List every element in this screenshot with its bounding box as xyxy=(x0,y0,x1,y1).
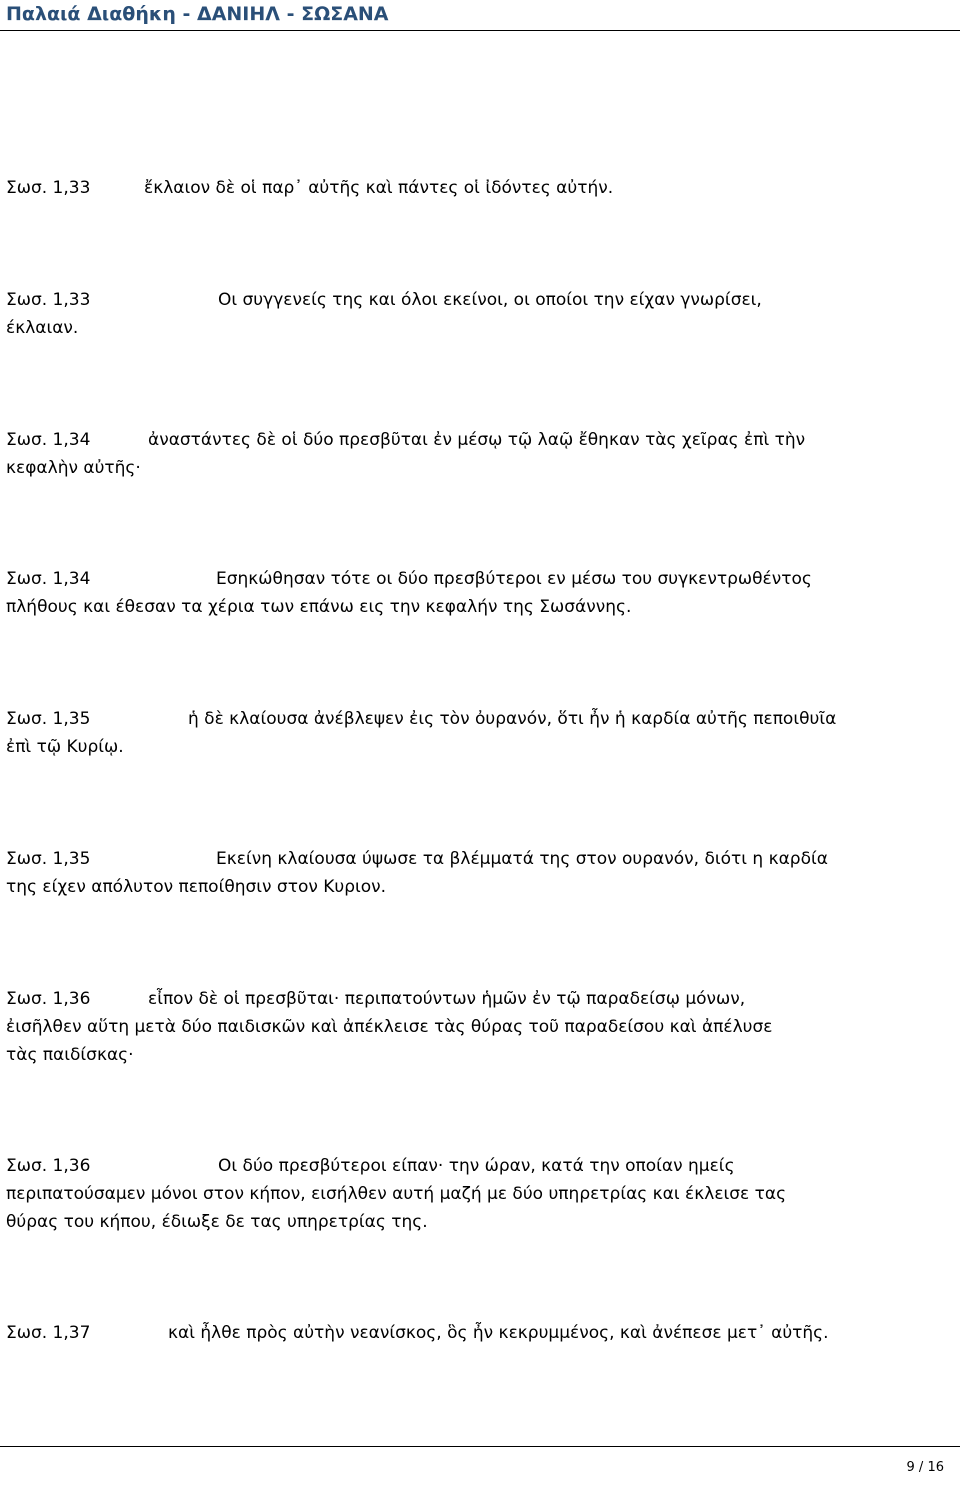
verse-line xyxy=(6,1041,956,1069)
page-title: Παλαιά Διαθήκη - ΔΑΝΙΗΛ - ΣΩΣΑΝΑ xyxy=(6,3,389,25)
verse-block xyxy=(6,985,956,1069)
verse-text: καὶ ἦλθε πρὸς αὐτὴν νεανίσκος, ὃς ἦν κεκρυμμένος, καὶ ἀνέπεσε μετ᾿ αὐτῆς. xyxy=(168,1323,829,1343)
verse-line xyxy=(6,733,956,761)
verse-reference: Σωσ. 1,34 xyxy=(6,569,91,589)
verse-text: της είχεν απόλυτον πεποίθησιν στον Κυριον. xyxy=(6,877,387,897)
verse-reference: Σωσ. 1,36 xyxy=(6,1156,91,1176)
verse-line xyxy=(6,845,956,873)
verse-text: περιπατούσαμεν μόνοι στον κήπον, εισήλθεν αυτή μαζή με δύο υπηρετρίας και έκλεισε τας xyxy=(6,1184,787,1204)
verse-block xyxy=(6,426,956,482)
verse-text: έκλαιαν. xyxy=(6,318,79,338)
verse-text: ἐπὶ τῷ Κυρίῳ. xyxy=(6,737,124,757)
verse-block xyxy=(6,845,956,901)
verse-line xyxy=(6,1319,956,1347)
verse-text: εἶπον δὲ οἱ πρεσβῦται· περιπατούντων ἡμῶν ἐν τῷ παραδείσῳ μόνων, xyxy=(148,989,746,1009)
verse-reference: Σωσ. 1,33 xyxy=(6,178,91,198)
page-header xyxy=(0,0,960,31)
verse-text: θύρας του κήπου, έδιωξε δε τας υπηρετρίας της. xyxy=(6,1212,428,1232)
verse-text: ἐισῆλθεν αὕτη μετὰ δύο παιδισκῶν καὶ ἀπέκλεισε τὰς θύρας τοῦ παραδείσου καὶ ἀπέλυσε xyxy=(6,1017,773,1037)
verse-line xyxy=(6,1152,956,1180)
verse-line xyxy=(6,1180,956,1208)
verse-block xyxy=(6,565,956,621)
verse-line xyxy=(6,1208,956,1236)
verse-block xyxy=(6,1319,956,1347)
verse-line xyxy=(6,565,956,593)
verse-block xyxy=(6,1152,956,1236)
verse-text: κεφαλὴν αὐτῆς· xyxy=(6,458,141,478)
verse-reference: Σωσ. 1,33 xyxy=(6,290,91,310)
verse-text: πλήθους και έθεσαν τα χέρια των επάνω εις την κεφαλήν της Σωσάννης. xyxy=(6,597,632,617)
verse-text: Οι δύο πρεσβύτεροι είπαν· την ώραν, κατά την οποίαν ημείς xyxy=(218,1156,735,1176)
verse-line xyxy=(6,593,956,621)
verse-line xyxy=(6,1013,956,1041)
verse-text: Εσηκώθησαν τότε οι δύο πρεσβύτεροι εν μέσω του συγκεντρωθέντος xyxy=(216,569,812,589)
verse-line xyxy=(6,174,956,202)
verse-text: Εκείνη κλαίουσα ύψωσε τα βλέμματά της στον ουρανόν, διότι η καρδία xyxy=(216,849,828,869)
verse-block xyxy=(6,286,956,342)
verse-text: ἔκλαιον δὲ οἱ παρ᾿ αὐτῆς καὶ πάντες οἱ ἰδόντες αὐτήν. xyxy=(144,178,614,198)
verse-line xyxy=(6,873,956,901)
verse-text: τὰς παιδίσκας· xyxy=(6,1045,134,1065)
verse-line xyxy=(6,426,956,454)
verse-line xyxy=(6,314,956,342)
verse-line xyxy=(6,286,956,314)
verse-line xyxy=(6,454,956,482)
verse-reference: Σωσ. 1,34 xyxy=(6,430,91,450)
verse-text: Οι συγγενείς της και όλοι εκείνοι, οι οποίοι την είχαν γνωρίσει, xyxy=(218,290,762,310)
verse-reference: Σωσ. 1,35 xyxy=(6,849,91,869)
verse-text: ἡ δὲ κλαίουσα ἀνέβλεψεν ἐις τὸν ὀυρανόν, ὅτι ἦν ἡ καρδία αὐτῆς πεποιθυῖα xyxy=(188,709,837,729)
verse-block xyxy=(6,174,956,202)
page-number: 9 / 16 xyxy=(906,1460,944,1475)
verse-reference: Σωσ. 1,35 xyxy=(6,709,91,729)
verse-line xyxy=(6,985,956,1013)
verse-reference: Σωσ. 1,37 xyxy=(6,1323,91,1343)
footer-divider xyxy=(0,1446,960,1447)
verse-block xyxy=(6,705,956,761)
verse-text: ἀναστάντες δὲ οἱ δύο πρεσβῦται ἐν μέσῳ τῷ λαῷ ἔθηκαν τὰς χεῖρας ἐπὶ τὴν xyxy=(148,430,806,450)
verse-reference: Σωσ. 1,36 xyxy=(6,989,91,1009)
verse-line xyxy=(6,705,956,733)
